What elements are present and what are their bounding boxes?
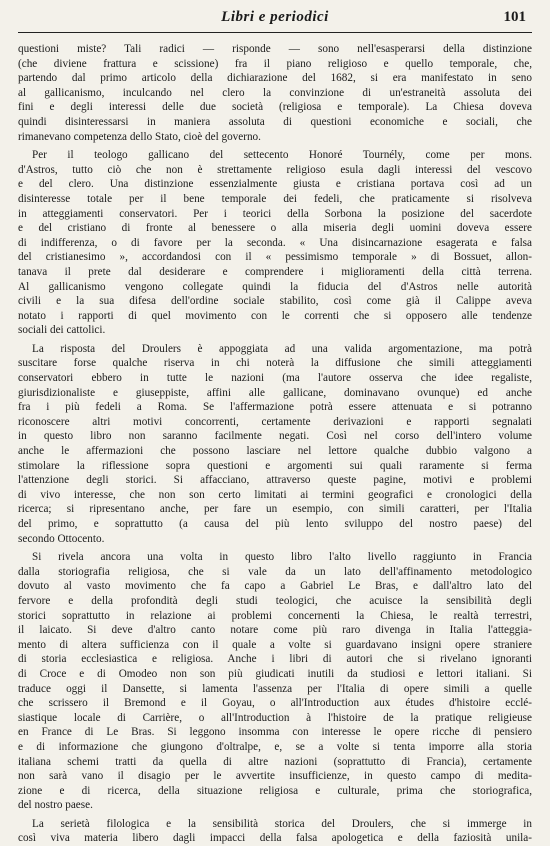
text-line: riconoscere altri motivi concorrenti, certamente derivazioni e rapporti segnalati xyxy=(18,415,532,428)
text-line: sociali dei cattolici. xyxy=(18,324,106,337)
paragraph xyxy=(18,817,532,846)
text-line: fervore e della profondità degli studi teologici, che acuisce la sensibilità degli xyxy=(18,594,532,607)
paragraph xyxy=(18,342,532,546)
text-line: fra i più fedeli a Roma. Se l'affermazione potrà essere attenuata e si potranno xyxy=(18,401,532,414)
text-line: e di informazione che giungono d'oltralpe, e, se a volte si tenta imporre alla storia xyxy=(18,740,532,753)
text-line: tanava il prete dal desiderare e comprendere i miglioramenti della città terrena. xyxy=(18,265,532,278)
text-line: di storia ecclesiastica e religiosa. Anche i libri di autori che si rivelano ignoranti xyxy=(18,653,532,666)
text-line: notato i rapporti di quel movimento con le correnti che si opposero alle tendenze xyxy=(18,309,532,322)
page-header xyxy=(18,6,532,33)
text-line: disinteresse totale per il bene temporale dei fedeli, che praticamente si risolveva xyxy=(18,192,532,205)
text-line: dalla storiografia religiosa, che si vale da un lato dell'affinamento metodologico xyxy=(18,565,532,578)
text-line: (che diviene frattura e scissione) fra il piano religioso e quello temporale, che, xyxy=(18,57,532,70)
text-line: del cristianesimo », accordandosi con il « pessimismo temporale » di Bossuet, allon- xyxy=(18,251,532,264)
text-line: suscitare forse qualche riserva in chi noterà la diffusione che simili atteggiamenti xyxy=(18,357,532,370)
text-line: così viva materia libero dagli impacci della falsa apologetica e della faziosità unila- xyxy=(18,832,532,845)
text-line: stimolare la riflessione sopra questioni e argomenti sui quali raramente si ferma xyxy=(18,459,532,472)
text-line: Si rivela ancora una volta in questo libro l'alto livello raggiunto in Francia xyxy=(32,551,532,564)
paragraph xyxy=(18,148,532,338)
article-body xyxy=(18,42,532,846)
text-line: d'Astros, tutto ciò che non è strettamente religioso esula dagli interessi del vescovo xyxy=(18,163,532,176)
text-line: La risposta del Droulers è appoggiata ad una valida argomentazione, ma potrà xyxy=(32,342,532,355)
page-number: 101 xyxy=(503,9,526,25)
text-line: e del clero. Una distinzione essenzialmente giusta e cristiana portava così ad un xyxy=(18,178,532,191)
text-line: e del cristiano di fronte al benessere o alla miseria degli uomini doveva essere xyxy=(18,222,532,235)
text-line: del nostro paese. xyxy=(18,799,93,812)
text-line: questioni miste? Tali radici — risponde — sono nell'esasperarsi della distinzione xyxy=(18,43,532,55)
text-line: secondo Ottocento. xyxy=(18,532,105,545)
text-line: fini e degli interessi delle due società (religiosa e temporale). La Chiesa doveva xyxy=(18,101,532,114)
text-line: rimanevano competenza dello Stato, cioè del governo. xyxy=(18,130,261,143)
text-line: non sarà vano il disagio per le avvertite insufficienze, in questo campo di medita- xyxy=(18,770,532,783)
text-line: giurisdizionaliste e giuseppiste, affini alle gallicane, dominavano ovunque) ed anche xyxy=(18,386,532,399)
document-page xyxy=(18,6,532,846)
running-title: Libri e periodici xyxy=(221,9,329,25)
text-line: l'attenzione degli storici. Si affacciano, attraverso queste pagine, motivi e problemi xyxy=(18,474,532,487)
text-line: di Croce e di Omodeo non son più giudicati inutili da studiosi e lettori italiani. Si xyxy=(18,667,532,680)
text-line: del primo, e soprattutto (a causa del più lento sviluppo del nostro paese) del xyxy=(18,518,532,530)
text-line: di indifferenza, o di favore per la seconda. « Una disincarnazione esagerata e falsa xyxy=(18,236,532,249)
text-line: La serietà filologica e la sensibilità storica del Droulers, che si immerge in xyxy=(32,817,532,830)
text-line: Per il teologo gallicano del settecento Honoré Tournély, come per mons. xyxy=(32,149,532,162)
text-line: zione e di ricerca, della situazione religiosa e culturale, prima che storiografica, xyxy=(18,784,532,797)
text-line: mento di altera sufficienza con il quale a volte si guardavano insigni opere straniere xyxy=(18,638,532,651)
text-line: italiana schemi tratti da quella di altre nazioni (soprattutto di Francia), certamente xyxy=(18,755,532,768)
paragraph xyxy=(18,42,532,144)
text-line: in questo libro non saranno facilmente negati. Così nel corso dell'intero volume xyxy=(18,430,532,443)
text-line: il laicato. Si deve d'altro canto notare come più raro divenga in Italia l'atteggia- xyxy=(18,624,532,637)
text-line: partendo dal primo articolo della dichiarazione del 1682, si era manifestato in seno xyxy=(18,72,532,85)
paragraph xyxy=(18,550,532,813)
text-line: anche le affermazioni che possono lasciare nel lettore qualche dubbio valgono a xyxy=(18,445,532,458)
text-line: siastique locale di Carrière, o all'Introduction à l'histoire de la pratique religieuse xyxy=(18,711,532,724)
text-line: traduce oggi il Dansette, si lamenta l'assenza per l'Italia di opere simili a quelle xyxy=(18,682,532,695)
text-line: storici soprattutto in relazione ai problemi concernenti la Chiesa, le realtà terrestri, xyxy=(18,609,532,622)
text-line: conservatori ebbero in tutte le nazioni (ma l'autore osserva che idee regaliste, xyxy=(18,372,532,385)
text-line: civili e la sua difesa dell'ordine sociale stabilito, così come già il Calippe aveva xyxy=(18,295,532,308)
text-line: in atteggiamenti conservatori. Per i teorici della Sorbona la posizione del sacerdote xyxy=(18,207,532,220)
text-line: al gallicanismo, inculcando nel clero la convinzione di un'estraneità assoluta dei xyxy=(18,86,532,99)
text-line: ricerca; si ripresentano anche, per fare un esempio, con simili caratteri, per l'Italia xyxy=(18,503,532,516)
text-line: dovuto al vasto movimento che fa capo a Gabriel Le Bras, e dall'altro lato del xyxy=(18,580,532,593)
text-line: en France di Le Bras. Si leggono insomma con interesse le opere ricche di pensiero xyxy=(18,726,532,739)
text-line: di vivo interesse, che non son certo limitati ai termini geografici e cronologici della xyxy=(18,488,532,501)
text-line: Al gallicanismo vengono collegate quindi la fiducia del d'Astros nelle autorità xyxy=(18,280,532,293)
text-line: che scrissero il Bremond e il Goyau, o all'Introduction aux études d'histoire ecclé- xyxy=(18,697,532,710)
text-line: quindi disinteressarsi in maniera assoluta di questioni economiche e sociali, che xyxy=(18,115,532,128)
